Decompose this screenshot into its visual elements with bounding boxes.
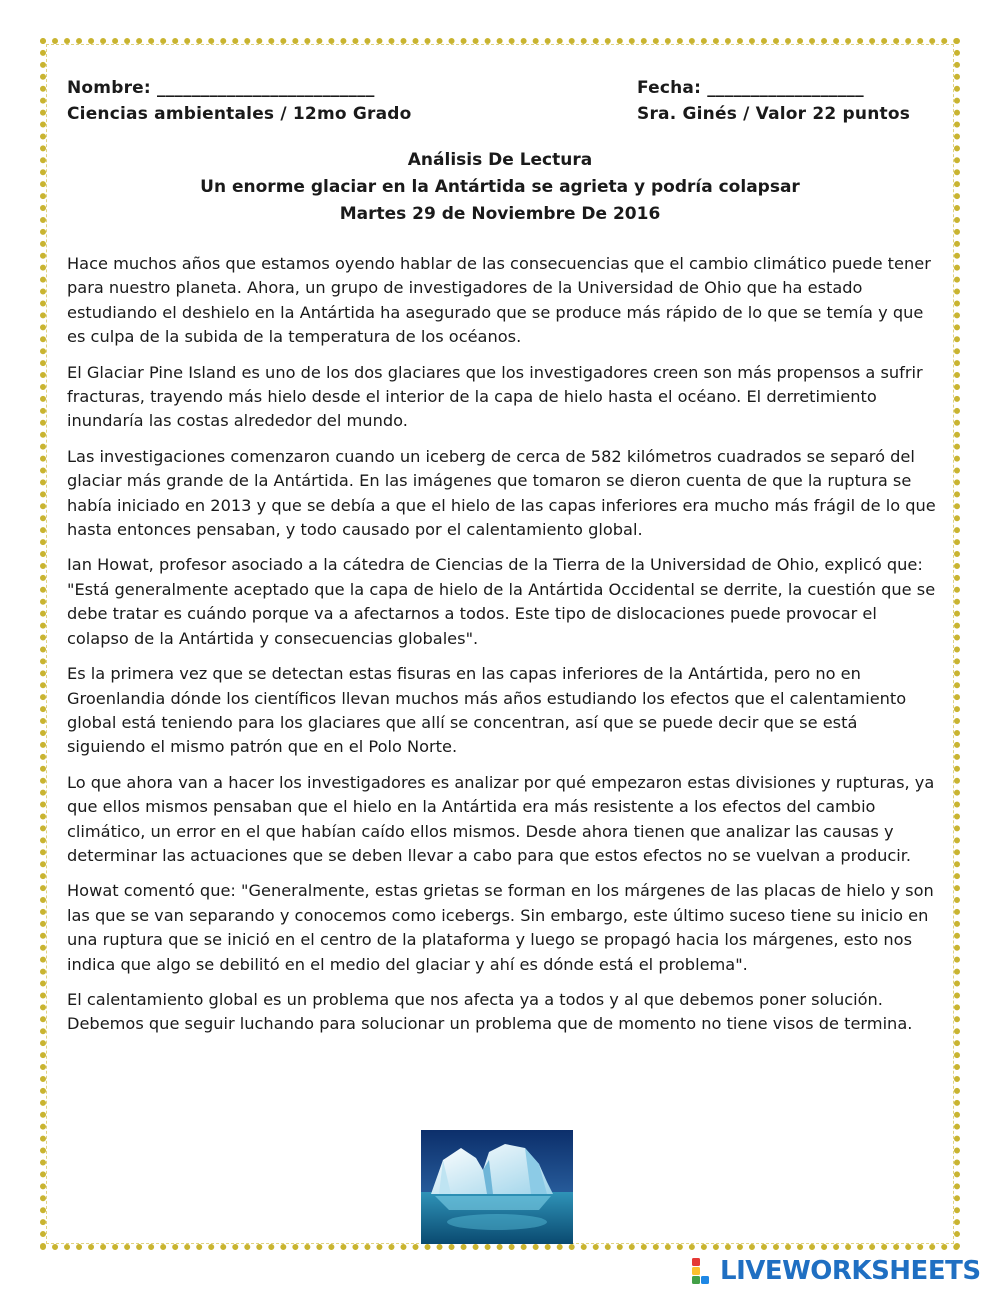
glacier-photo [421,1130,573,1244]
liveworksheets-logo-text: LIVEWORKSHEETS [720,1256,981,1286]
paragraph: Hace muchos años que estamos oyendo hablar de las consecuencias que el cambio climático puede tener para nuestro planeta. Ahora, un grupo de investigadores de la Universidad de Ohio que ha estado estudiando el deshielo en la Antártida ha asegurado que se produce más rápido de lo que se temía y que es culpa de la subida de la temperatura de los océanos. [67,254,931,347]
liveworksheets-logo-icon [692,1258,718,1284]
course-label: Ciencias ambientales / 12mo Grado [67,104,412,124]
article-headline: Un enorme glaciar en la Antártida se agrieta y podría colapsar [200,177,800,197]
date-field-label: Fecha: __________________ [637,78,864,98]
teacher-label: Sra. Ginés / Valor 22 puntos [637,104,911,124]
paragraph: Ian Howat, profesor asociado a la cátedra de Ciencias de la Tierra de la Universidad de Ohio, explicó que: "Está generalmente aceptado que la capa de hielo de la Antártida Occidental se derrite, la cuestión que se debe tratar es cuándo porque va a afectarnos a todos. Este tipo de dislocaciones puede provocar el colapso de la Antártida y consecuencias globales". [67,555,936,648]
paragraph: Howat comentó que: "Generalmente, estas grietas se forman en los márgenes de las placas de hielo y son las que se van separando y conocemos como icebergs. Sin embargo, este último suceso tiene su inicio en una ruptura que se inició en el centro de la plataforma y luego se propagó hacia los márgenes, esto nos indica que algo se debilitó en el medio del glaciar y ahí es dónde está el problema". [67,881,934,974]
liveworksheets-logo[interactable] [692,1256,981,1286]
glacier-illustration [421,1130,573,1244]
paragraph: Las investigaciones comenzaron cuando un iceberg de cerca de 582 kilómetros cuadrados se separó del glaciar más grande de la Antártida. En las imágenes que tomaron se dieron cuenta de que la ruptura se había iniciado en 2013 y que se debía a que el hielo de las capas inferiores era mucho más frágil de lo que hasta entonces pensaban, y todo causado por el calentamiento global. [67,446,936,540]
name-field-label: Nombre: _________________________ [67,78,375,98]
document-title: Análisis De Lectura [407,150,593,170]
article-body [67,252,939,1048]
article-date: Martes 29 de Noviembre De 2016 [339,204,661,224]
paragraph: Lo que ahora van a hacer los investigadores es analizar por qué empezaron estas divisiones y rupturas, ya que ellos mismos pensaban que el hielo en la Antártida era más resistente a los efectos del cambio climático, un error en el que habían caído ellos mismos. Desde ahora tienen que analizar las causas y determinar las actuaciones que se deben llevar a cabo para que estos efectos no se vuelvan a producir. [67,772,935,865]
paragraph: El Glaciar Pine Island es uno de los dos glaciares que los investigadores creen son más propensos a sufrir fracturas, trayendo más hielo desde el interior de la capa de hielo hasta el océano. El derretimiento inundaría las costas alrededor del mundo. [67,362,923,431]
paragraph: Es la primera vez que se detectan estas fisuras en las capas inferiores de la Antártida, pero no en Groenlandia dónde los científicos llevan muchos más años estudiando los efectos que el calentamiento global está teniendo para los glaciares que allí se concentran, así que se puede decir que se está siguiendo el mismo patrón que en el Polo Norte. [67,664,907,757]
paragraph: El calentamiento global es un problema que nos afecta ya a todos y al que debemos poner solución. Debemos que seguir luchando para solucionar un problema que de momento no tiene visos de termina. [67,989,913,1034]
